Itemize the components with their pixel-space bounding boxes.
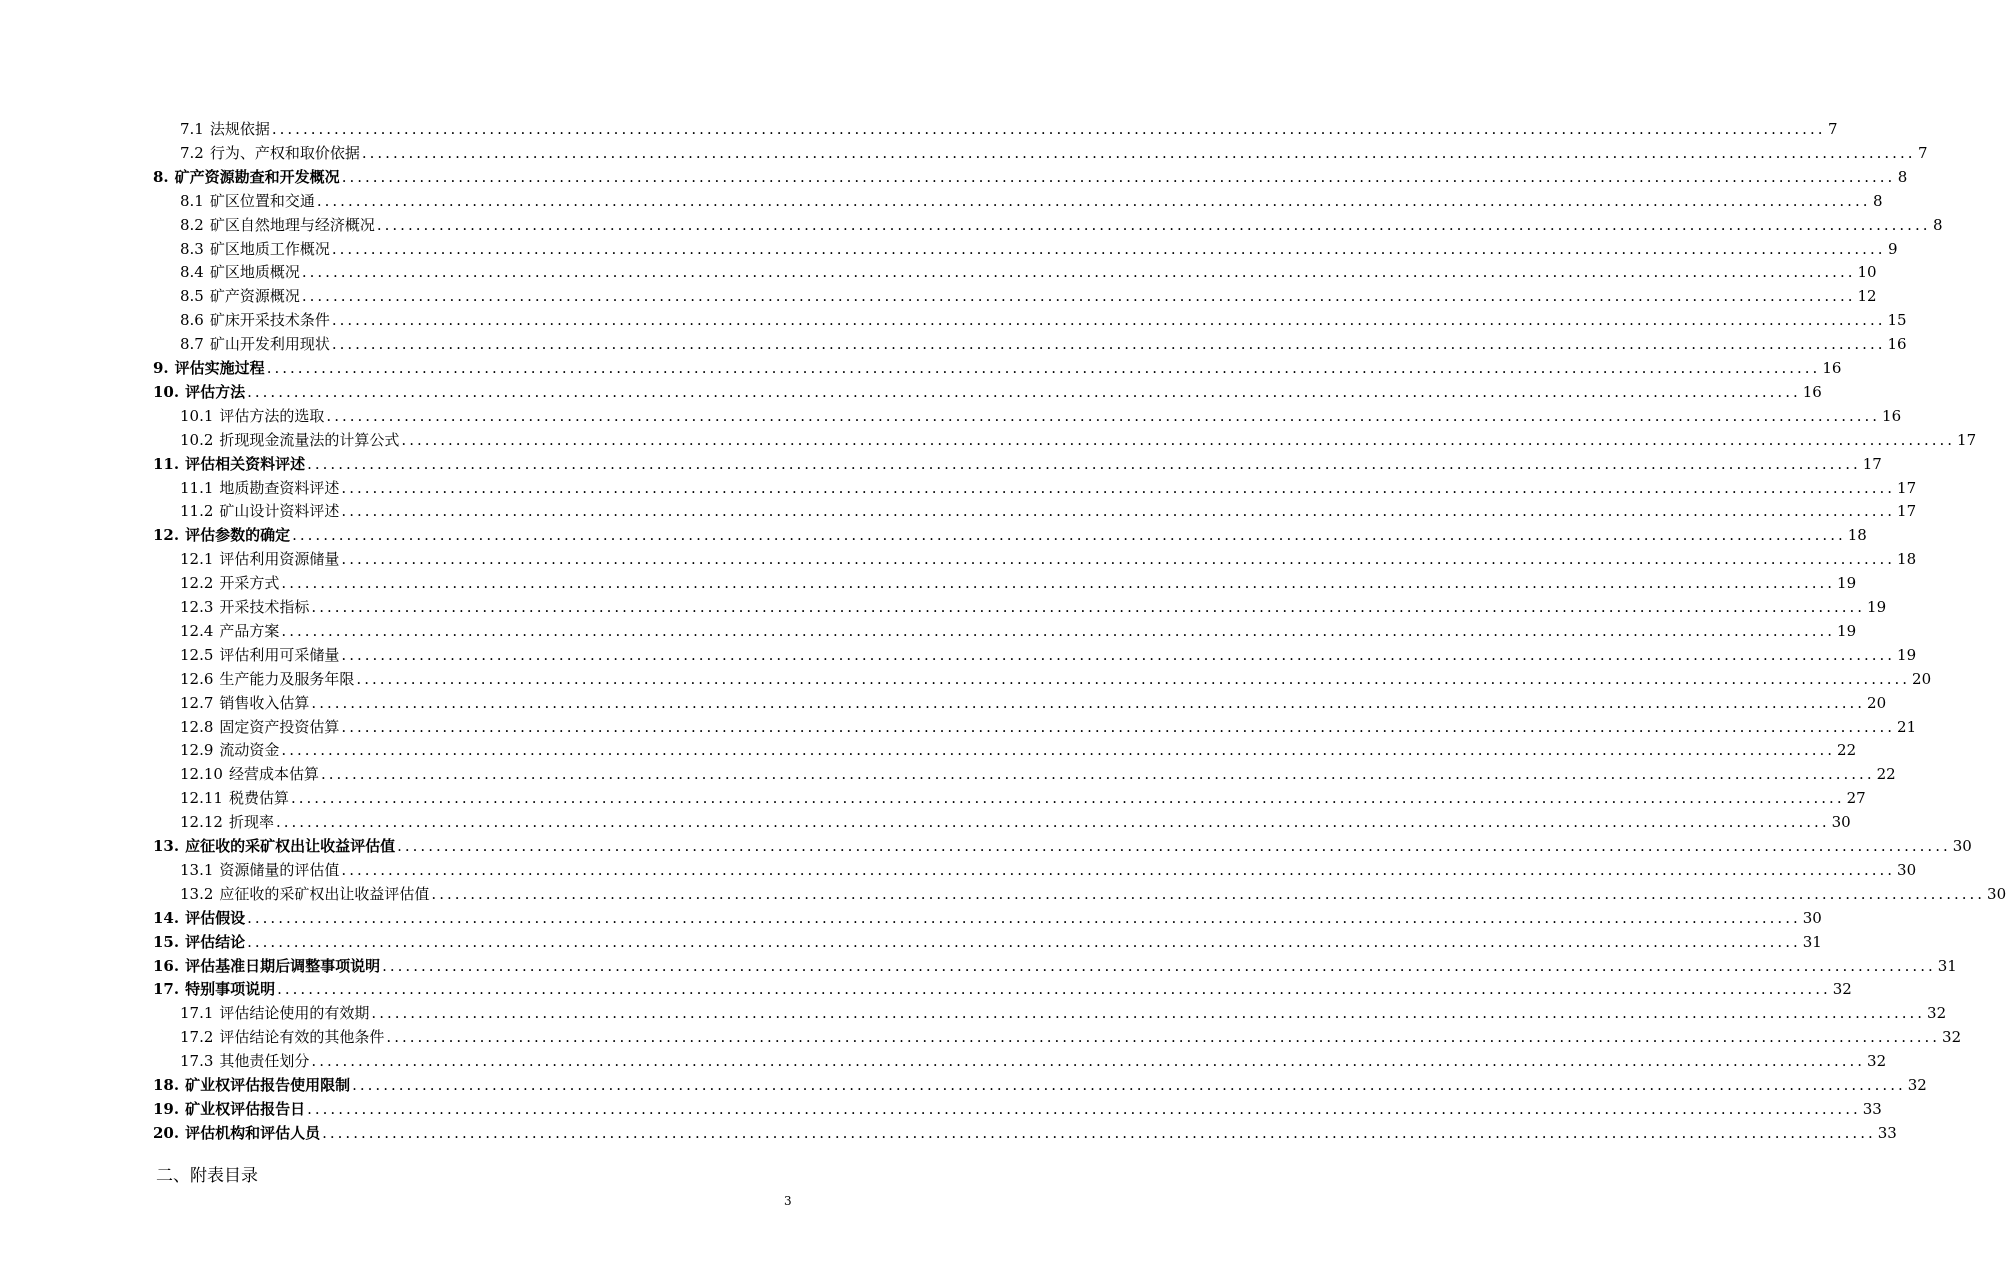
toc-entry-number: 17. — [153, 980, 180, 999]
toc-entry-page: 22 — [1837, 741, 1857, 760]
toc-leader-dots: ........................................................................................................................................................................................................ — [281, 574, 1836, 593]
toc-entry[interactable] — [153, 834, 1972, 858]
toc-entry[interactable] — [153, 930, 1822, 954]
toc-entry-title: 矿产资源勘查和开发概况 — [174, 167, 340, 186]
toc-entry-page: 7 — [1917, 143, 1928, 162]
toc-leader-dots: ........................................................................................................................................................................................................ — [341, 860, 1896, 879]
toc-leader-dots: ........................................................................................................................................................................................................ — [361, 143, 1916, 162]
toc-entry-page: 17 — [1862, 454, 1882, 473]
toc-entry-number: 12.5 — [180, 645, 214, 664]
toc-entry-page: 20 — [1912, 669, 1932, 688]
toc-entry-title: 评估实施过程 — [174, 359, 265, 377]
toc-leader-dots: ........................................................................................................................................................................................................ — [281, 741, 1836, 760]
toc-entry-title: 矿区自然地理与经济概况 — [209, 215, 375, 234]
toc-entry-page: 30 — [1987, 884, 2006, 903]
toc-leader-dots: ........................................................................................................................................................................................................ — [266, 359, 1821, 377]
toc-entry-number: 13.2 — [180, 884, 214, 903]
toc-entry-number: 18. — [153, 1076, 180, 1094]
toc-entry-number: 8.4 — [180, 263, 204, 282]
toc-entry[interactable] — [180, 189, 1883, 213]
toc-entry-number: 15. — [153, 932, 180, 951]
toc-entry[interactable] — [153, 954, 1957, 978]
toc-entry-number: 12.3 — [180, 598, 214, 616]
toc-leader-dots: ........................................................................................................................................................................................................ — [382, 956, 1936, 975]
toc-entry-number: 12.7 — [180, 693, 214, 712]
toc-entry[interactable] — [153, 1073, 1927, 1097]
toc-entry-title: 评估假设 — [185, 908, 246, 927]
toc-entry-page: 18 — [1897, 550, 1917, 569]
toc-entry[interactable] — [180, 643, 1917, 667]
toc-leader-dots: ........................................................................................................................................................................................................ — [401, 430, 1956, 449]
toc-entry-title: 评估参数的确定 — [185, 526, 291, 545]
appendix-heading: 二、附表目录 — [156, 1166, 258, 1186]
toc-entry-number: 19. — [153, 1099, 180, 1118]
toc-entry-number: 12.11 — [180, 789, 223, 808]
toc-entry-page: 30 — [1802, 908, 1822, 927]
toc-entry-number: 8.7 — [180, 335, 204, 354]
toc-entry-title: 矿区地质概况 — [209, 263, 300, 282]
toc-entry-page: 32 — [1942, 1028, 1962, 1047]
toc-entry-number: 12.1 — [180, 550, 214, 569]
toc-entry[interactable] — [180, 667, 1932, 691]
toc-entry-title: 应征收的采矿权出让收益评估值 — [219, 884, 430, 903]
toc-entry-title: 评估利用可采储量 — [219, 645, 340, 664]
toc-entry-number: 12.9 — [180, 741, 214, 760]
toc-leader-dots: ........................................................................................................................................................................................................ — [431, 884, 1986, 903]
toc-entry-page: 21 — [1897, 717, 1917, 736]
toc-entry-title: 地质勘查资料评述 — [219, 478, 340, 497]
toc-leader-dots: ........................................................................................................................................................................................................ — [322, 1123, 1876, 1142]
toc-entry-title: 应征收的采矿权出让收益评估值 — [185, 837, 396, 855]
toc-entry[interactable] — [153, 452, 1882, 476]
toc-entry-number: 13. — [153, 837, 180, 855]
toc-leader-dots: ........................................................................................................................................................................................................ — [320, 765, 1875, 784]
toc-entry-number: 8.2 — [180, 215, 204, 234]
toc-entry-page: 16 — [1882, 406, 1902, 425]
toc-entry[interactable] — [180, 260, 1877, 284]
toc-entry-number: 11. — [153, 454, 180, 473]
toc-entry[interactable] — [153, 1097, 1882, 1121]
toc-entry-page: 7 — [1827, 120, 1838, 138]
toc-entry[interactable] — [180, 858, 1917, 882]
toc-entry-title: 经营成本估算 — [228, 765, 319, 784]
toc-entry[interactable] — [180, 404, 1902, 428]
toc-entry[interactable] — [180, 213, 1943, 237]
toc-entry[interactable] — [180, 237, 1898, 261]
toc-entry-title: 评估方法 — [185, 382, 246, 401]
toc-entry-page: 16 — [1822, 359, 1842, 377]
toc-entry-number: 12.2 — [180, 574, 214, 593]
toc-leader-dots: ........................................................................................................................................................................................................ — [352, 1076, 1906, 1094]
toc-entry-title: 评估基准日期后调整事项说明 — [185, 956, 381, 975]
toc-entry-title: 矿区地质工作概况 — [209, 239, 330, 258]
toc-leader-dots: ........................................................................................................................................................................................................ — [356, 669, 1911, 688]
toc-entry-title: 特别事项说明 — [185, 980, 276, 999]
toc-entry-title: 流动资金 — [219, 741, 280, 760]
toc-leader-dots: ........................................................................................................................................................................................................ — [311, 1052, 1866, 1071]
toc-entry[interactable] — [180, 117, 1838, 141]
toc-entry-page: 33 — [1862, 1099, 1882, 1118]
toc-entry[interactable] — [180, 762, 1896, 786]
toc-entry-title: 产品方案 — [219, 621, 280, 640]
toc-entry[interactable] — [180, 1001, 1947, 1025]
toc-entry-page: 32 — [1927, 1004, 1947, 1023]
toc-leader-dots: ........................................................................................................................................................................................................ — [341, 478, 1896, 497]
toc-entry[interactable] — [153, 380, 1822, 404]
toc-entry-number: 10. — [153, 382, 180, 401]
toc-entry-number: 14. — [153, 908, 180, 927]
toc-entry-title: 矿业权评估报告日 — [185, 1099, 306, 1118]
toc-entry-number: 8.1 — [180, 191, 204, 210]
toc-entry-title: 评估利用资源储量 — [219, 550, 340, 569]
toc-entry-title: 矿业权评估报告使用限制 — [185, 1076, 351, 1094]
toc-entry-page: 16 — [1887, 335, 1907, 354]
toc-entry-page: 16 — [1802, 382, 1822, 401]
toc-entry-page: 31 — [1937, 956, 1957, 975]
toc-entry-page: 19 — [1837, 574, 1857, 593]
toc-entry[interactable] — [153, 906, 1822, 930]
toc-entry-title: 折现现金流量法的计算公式 — [219, 430, 400, 449]
toc-entry-page: 8 — [1897, 167, 1908, 186]
toc-entry[interactable] — [153, 356, 1842, 380]
toc-entry-title: 法规依据 — [209, 120, 270, 138]
toc-entry-page: 33 — [1877, 1123, 1897, 1142]
toc-entry-number: 10.1 — [180, 406, 214, 425]
toc-entry[interactable] — [180, 810, 1851, 834]
toc-entry-number: 17.2 — [180, 1028, 214, 1047]
toc-entry[interactable] — [180, 547, 1917, 571]
toc-entry-page: 19 — [1837, 621, 1857, 640]
toc-entry-page: 12 — [1857, 287, 1877, 306]
toc-leader-dots: ........................................................................................................................................................................................................ — [326, 406, 1881, 425]
toc-leader-dots: ........................................................................................................................................................................................................ — [311, 693, 1866, 712]
toc-entry-number: 7.1 — [180, 120, 204, 138]
toc-entry[interactable] — [153, 977, 1852, 1001]
toc-leader-dots: ........................................................................................................................................................................................................ — [341, 717, 1896, 736]
toc-entry-number: 12. — [153, 526, 180, 545]
toc-entry-number: 10.2 — [180, 430, 214, 449]
toc-entry[interactable] — [180, 1025, 1962, 1049]
toc-entry-page: 22 — [1876, 765, 1896, 784]
toc-entry[interactable] — [180, 882, 2006, 906]
toc-entry-title: 矿山设计资料评述 — [219, 502, 340, 521]
toc-entry-title: 生产能力及服务年限 — [219, 669, 355, 688]
toc-entry-title: 开采技术指标 — [219, 598, 310, 616]
toc-entry-page: 18 — [1847, 526, 1867, 545]
toc-leader-dots: ........................................................................................................................................................................................................ — [331, 311, 1886, 330]
toc-entry-page: 17 — [1897, 502, 1917, 521]
toc-entry-title: 矿床开采技术条件 — [209, 311, 330, 330]
toc-entry-page: 10 — [1857, 263, 1877, 282]
toc-entry[interactable] — [180, 691, 1887, 715]
toc-entry-page: 20 — [1867, 693, 1887, 712]
toc-leader-dots: ........................................................................................................................................................................................................ — [292, 526, 1846, 545]
toc-entry[interactable] — [180, 595, 1887, 619]
toc-entry-page: 27 — [1846, 789, 1866, 808]
toc-entry[interactable] — [153, 1121, 1897, 1145]
toc-entry-number: 17.1 — [180, 1004, 214, 1023]
toc-entry[interactable] — [180, 571, 1857, 595]
toc-entry-page: 30 — [1831, 813, 1851, 832]
toc-leader-dots: ........................................................................................................................................................................................................ — [331, 239, 1886, 258]
toc-entry-page: 19 — [1867, 598, 1887, 616]
toc-entry-title: 评估结论 — [185, 932, 246, 951]
toc-entry-title: 矿产资源概况 — [209, 287, 300, 306]
toc-entry-page: 32 — [1832, 980, 1852, 999]
toc-entry-number: 13.1 — [180, 860, 214, 879]
toc-leader-dots: ........................................................................................................................................................................................................ — [277, 980, 1831, 999]
toc-entry-page: 9 — [1887, 239, 1898, 258]
toc-leader-dots: ........................................................................................................................................................................................................ — [301, 263, 1856, 282]
toc-leader-dots: ........................................................................................................................................................................................................ — [331, 335, 1886, 354]
toc-entry-title: 评估结论有效的其他条件 — [219, 1028, 385, 1047]
toc-entry-title: 矿区位置和交通 — [209, 191, 315, 210]
toc-entry[interactable] — [180, 786, 1866, 810]
toc-entry-title: 行为、产权和取价依据 — [209, 143, 360, 162]
toc-leader-dots: ........................................................................................................................................................................................................ — [341, 167, 1896, 186]
toc-entry[interactable] — [180, 1049, 1887, 1073]
toc-entry-page: 8 — [1932, 215, 1943, 234]
toc-leader-dots: ........................................................................................................................................................................................................ — [281, 621, 1836, 640]
toc-entry[interactable] — [180, 428, 1977, 452]
toc-entry-title: 评估相关资料评述 — [185, 454, 306, 473]
toc-entry-page: 15 — [1887, 311, 1907, 330]
toc-entry-title: 资源储量的评估值 — [219, 860, 340, 879]
toc-leader-dots: ........................................................................................................................................................................................................ — [316, 191, 1871, 210]
toc-entry-number: 12.6 — [180, 669, 214, 688]
toc-leader-dots: ........................................................................................................................................................................................................ — [371, 1004, 1926, 1023]
toc-entry-number: 17.3 — [180, 1052, 214, 1071]
toc-entry-page: 32 — [1907, 1076, 1927, 1094]
toc-entry-page: 17 — [1897, 478, 1917, 497]
toc-entry-title: 销售收入估算 — [219, 693, 310, 712]
toc-entry-number: 11.2 — [180, 502, 214, 521]
toc-leader-dots: ........................................................................................................................................................................................................ — [386, 1028, 1941, 1047]
toc-entry-number: 20. — [153, 1123, 180, 1142]
toc-entry-number: 16. — [153, 956, 180, 975]
toc-entry[interactable] — [180, 308, 1907, 332]
toc-entry-number: 8.5 — [180, 287, 204, 306]
toc-entry[interactable] — [153, 165, 1908, 189]
toc-entry-title: 评估结论使用的有效期 — [219, 1004, 370, 1023]
toc-entry-page: 31 — [1802, 932, 1822, 951]
toc-leader-dots: ........................................................................................................................................................................................................ — [341, 550, 1896, 569]
toc-entry[interactable] — [180, 476, 1917, 500]
toc-entry-number: 12.4 — [180, 621, 214, 640]
toc-leader-dots: ........................................................................................................................................................................................................ — [247, 382, 1801, 401]
toc-leader-dots: ........................................................................................................................................................................................................ — [376, 215, 1931, 234]
toc-entry-number: 8. — [153, 167, 169, 186]
toc-leader-dots: ........................................................................................................................................................................................................ — [271, 120, 1826, 138]
toc-entry-page: 17 — [1957, 430, 1977, 449]
toc-entry-page: 8 — [1872, 191, 1883, 210]
toc-leader-dots: ........................................................................................................................................................................................................ — [341, 645, 1896, 664]
toc-entry[interactable] — [180, 141, 1928, 165]
toc-entry-title: 评估机构和评估人员 — [185, 1123, 321, 1142]
toc-leader-dots: ........................................................................................................................................................................................................ — [311, 598, 1866, 616]
toc-leader-dots: ........................................................................................................................................................................................................ — [307, 1099, 1861, 1118]
toc-entry[interactable] — [180, 619, 1857, 643]
page-number: 3 — [784, 1194, 792, 1208]
toc-entry-title: 折现率 — [228, 813, 274, 832]
toc-entry-page: 30 — [1952, 837, 1972, 855]
toc-entry-page: 30 — [1897, 860, 1917, 879]
toc-leader-dots: ........................................................................................................................................................................................................ — [301, 287, 1856, 306]
toc-entry-page: 19 — [1897, 645, 1917, 664]
toc-entry-number: 12.8 — [180, 717, 214, 736]
toc-entry-number: 8.3 — [180, 239, 204, 258]
toc-entry[interactable] — [180, 715, 1917, 739]
toc-entry[interactable] — [180, 332, 1907, 356]
toc-leader-dots: ........................................................................................................................................................................................................ — [275, 813, 1830, 832]
toc-entry-title: 开采方式 — [219, 574, 280, 593]
toc-leader-dots: ........................................................................................................................................................................................................ — [307, 454, 1861, 473]
toc-leader-dots: ........................................................................................................................................................................................................ — [290, 789, 1845, 808]
toc-leader-dots: ........................................................................................................................................................................................................ — [397, 837, 1951, 855]
toc-entry-title: 其他责任划分 — [219, 1052, 310, 1071]
toc-leader-dots: ........................................................................................................................................................................................................ — [247, 908, 1801, 927]
toc-entry-title: 矿山开发利用现状 — [209, 335, 330, 354]
toc-entry-number: 8.6 — [180, 311, 204, 330]
toc-leader-dots: ........................................................................................................................................................................................................ — [247, 932, 1801, 951]
toc-entry-page: 32 — [1867, 1052, 1887, 1071]
toc-entry[interactable] — [180, 499, 1917, 523]
toc-entry[interactable] — [180, 284, 1877, 308]
toc-entry-number: 9. — [153, 359, 169, 377]
toc-entry-number: 11.1 — [180, 478, 214, 497]
toc-entry-title: 税费估算 — [228, 789, 289, 808]
toc-entry-title: 固定资产投资估算 — [219, 717, 340, 736]
toc-entry-number: 12.12 — [180, 813, 223, 832]
toc-entry-number: 12.10 — [180, 765, 223, 784]
toc-entry[interactable] — [180, 738, 1857, 762]
toc-entry-title: 评估方法的选取 — [219, 406, 325, 425]
toc-entry[interactable] — [153, 523, 1867, 547]
toc-leader-dots: ........................................................................................................................................................................................................ — [341, 502, 1896, 521]
toc-entry-number: 7.2 — [180, 143, 204, 162]
